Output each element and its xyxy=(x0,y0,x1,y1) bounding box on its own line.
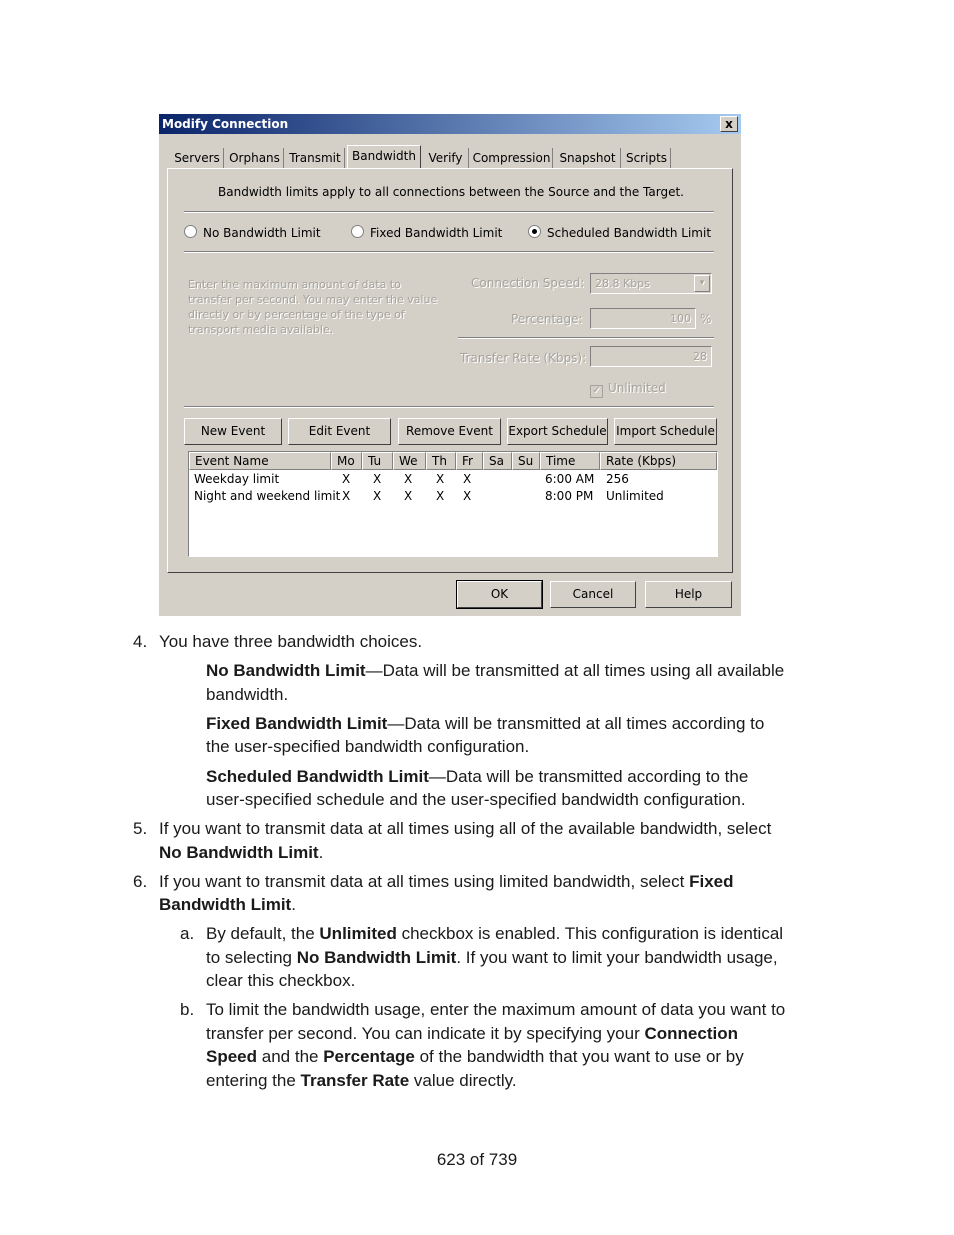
substep-b-line1: To limit the bandwidth usage, enter the maximum amount of data you want to xyxy=(206,1000,786,1019)
bandwidth-panel xyxy=(167,168,733,573)
choice-scheduled-line2: user-specified schedule and the user-specified bandwidth configuration. xyxy=(206,790,746,809)
cell-we: X xyxy=(404,472,413,486)
substep-b-line3 xyxy=(206,1045,744,1069)
term: Fixed xyxy=(689,872,734,891)
cell-tu: X xyxy=(373,489,382,503)
radio-label: Fixed Bandwidth Limit xyxy=(370,226,503,240)
edit-event-button[interactable]: Edit Event xyxy=(288,418,391,445)
col-time[interactable]: Time xyxy=(540,452,600,470)
separator xyxy=(184,251,714,253)
separator xyxy=(184,406,714,408)
substep-a-letter: a. xyxy=(180,924,195,943)
cell-mo: X xyxy=(342,472,351,486)
term: Fixed Bandwidth Limit xyxy=(206,714,388,733)
tab-compression[interactable]: Compression xyxy=(471,148,553,168)
close-icon[interactable]: x xyxy=(720,116,738,132)
tab-scripts[interactable]: Scripts xyxy=(623,148,671,168)
percentage-label: Percentage: xyxy=(511,312,583,326)
term: No Bandwidth Limit xyxy=(206,661,366,680)
modify-connection-dialog xyxy=(159,114,741,616)
text: of the bandwidth that you want to use or by xyxy=(414,1047,744,1066)
col-su[interactable]: Su xyxy=(512,452,540,470)
table-header xyxy=(189,452,717,470)
unlimited-checkbox[interactable] xyxy=(590,381,666,398)
choice-fixed-line2: the user-specified bandwidth configuration. xyxy=(206,737,530,756)
export-schedule-button[interactable]: Export Schedule xyxy=(507,418,608,445)
cell-mo: X xyxy=(342,489,351,503)
step-4-text: You have three bandwidth choices. xyxy=(159,632,423,651)
chevron-down-icon: ▾ xyxy=(694,275,710,292)
cell-fr: X xyxy=(463,489,472,503)
text: —Data will be transmitted at all times according to xyxy=(387,714,765,733)
col-sa[interactable]: Sa xyxy=(483,452,512,470)
ok-button[interactable]: OK xyxy=(457,581,542,608)
choice-scheduled-line1 xyxy=(206,765,748,789)
radio-label: Scheduled Bandwidth Limit xyxy=(547,226,712,240)
cell-tu: X xyxy=(373,472,382,486)
cell-th: X xyxy=(436,489,445,503)
tab-servers[interactable]: Servers xyxy=(171,148,224,168)
connection-speed-label: Connection Speed: xyxy=(471,276,585,290)
text: . xyxy=(318,843,324,862)
cell-rate: Unlimited xyxy=(606,489,664,503)
text: checkbox is enabled. This configuration is identical xyxy=(396,924,784,943)
page-number: 623 of 739 xyxy=(436,1150,518,1169)
checkmark-icon: ✓ xyxy=(590,385,603,398)
choice-no-bandwidth-line1 xyxy=(206,659,784,683)
choice-fixed-line1 xyxy=(206,712,764,736)
substep-b-letter: b. xyxy=(180,1000,195,1019)
radio-circle-icon xyxy=(184,225,197,238)
connection-speed-value: 28.8 Kbps xyxy=(595,277,650,290)
radio-scheduled-bandwidth-limit[interactable] xyxy=(528,225,711,240)
tab-snapshot[interactable]: Snapshot xyxy=(555,148,621,168)
transfer-rate-label: Transfer Rate (Kbps): xyxy=(460,351,587,365)
substep-b-line2 xyxy=(206,1022,738,1046)
substep-a-line2 xyxy=(206,946,778,970)
radio-label: No Bandwidth Limit xyxy=(203,226,321,240)
cell-we: X xyxy=(404,489,413,503)
col-event-name[interactable]: Event Name xyxy=(189,452,331,470)
step-6-line1 xyxy=(159,870,734,894)
term: Connection xyxy=(644,1024,738,1043)
col-we[interactable]: We xyxy=(393,452,426,470)
text: By default, the xyxy=(206,924,320,943)
cell-time: 8:00 PM xyxy=(545,489,594,503)
term: Unlimited xyxy=(319,924,397,943)
separator xyxy=(458,337,714,339)
choice-no-bandwidth-line2: bandwidth. xyxy=(206,685,289,704)
text: entering the xyxy=(206,1071,301,1090)
dialog-titlebar xyxy=(159,114,741,134)
transfer-rate-input[interactable]: 28 xyxy=(590,346,712,367)
tab-bandwidth[interactable]: Bandwidth xyxy=(347,145,421,169)
cell-fr: X xyxy=(463,472,472,486)
term: No Bandwidth Limit xyxy=(296,948,457,967)
dialog-title: Modify Connection xyxy=(162,117,289,131)
step-5-number: 5. xyxy=(133,819,148,838)
step-6-number: 6. xyxy=(133,872,148,891)
step-5-line1: If you want to transmit data at all times using all of the available bandwidth, select xyxy=(159,819,772,838)
text: —Data will be transmitted according to the xyxy=(428,767,749,786)
percentage-input[interactable]: 100 xyxy=(590,308,696,329)
substep-b-line4 xyxy=(206,1069,517,1093)
separator xyxy=(184,211,714,213)
term: Speed xyxy=(206,1047,258,1066)
events-table xyxy=(188,451,718,557)
text: . If you want to limit your bandwidth usage, xyxy=(456,948,778,967)
tab-verify[interactable]: Verify xyxy=(423,148,469,168)
step-4-number: 4. xyxy=(133,632,148,651)
cancel-button[interactable]: Cancel xyxy=(550,581,636,608)
text: transfer per second. You can indicate it by specifying your xyxy=(206,1024,645,1043)
substep-a-line3: clear this checkbox. xyxy=(206,971,356,990)
cell-rate: 256 xyxy=(606,472,629,486)
radio-no-bandwidth-limit[interactable] xyxy=(184,225,321,240)
text: value directly. xyxy=(409,1071,517,1090)
bandwidth-info-text: Bandwidth limits apply to all connections between the Source and the Target. xyxy=(218,185,684,199)
cell-th: X xyxy=(436,472,445,486)
tab-orphans[interactable]: Orphans xyxy=(226,148,284,168)
col-th[interactable]: Th xyxy=(426,452,456,470)
radio-selected-icon xyxy=(528,225,541,238)
col-mo[interactable]: Mo xyxy=(331,452,362,470)
radio-fixed-bandwidth-limit[interactable] xyxy=(351,225,502,240)
cell-event-name: Night and weekend limit xyxy=(194,489,341,503)
col-fr[interactable]: Fr xyxy=(456,452,483,470)
substep-a-line1 xyxy=(206,922,783,946)
term: Scheduled Bandwidth Limit xyxy=(206,767,429,786)
step-5-line2 xyxy=(159,841,323,865)
connection-speed-dropdown[interactable] xyxy=(590,273,712,294)
text: If you want to transmit data at all times using limited bandwidth, select xyxy=(159,872,690,891)
radio-circle-icon xyxy=(351,225,364,238)
text: to selecting xyxy=(206,948,297,967)
step-6-line2 xyxy=(159,893,296,917)
term: No Bandwidth Limit xyxy=(159,843,319,862)
cell-time: 6:00 AM xyxy=(545,472,595,486)
text: —Data will be transmitted at all times using all available xyxy=(365,661,785,680)
term: Transfer Rate xyxy=(300,1071,410,1090)
text: and the xyxy=(257,1047,324,1066)
tab-transmit[interactable]: Transmit xyxy=(286,148,345,168)
col-rate[interactable]: Rate (Kbps) xyxy=(600,452,717,470)
help-button[interactable]: Help xyxy=(645,581,732,608)
term: Bandwidth Limit xyxy=(159,895,292,914)
col-tu[interactable]: Tu xyxy=(362,452,393,470)
remove-event-button[interactable]: Remove Event xyxy=(398,418,501,445)
unlimited-label: Unlimited xyxy=(608,381,666,395)
bandwidth-description: Enter the maximum amount of data to transfer per second. You may enter the value directly or by percentage of the type of transport media available. xyxy=(188,278,438,336)
new-event-button[interactable]: New Event xyxy=(184,418,282,445)
import-schedule-button[interactable]: Import Schedule xyxy=(614,418,717,445)
text: . xyxy=(291,895,296,914)
percent-symbol: % xyxy=(700,312,712,326)
term: Percentage xyxy=(323,1047,415,1066)
cell-event-name: Weekday limit xyxy=(194,472,280,486)
